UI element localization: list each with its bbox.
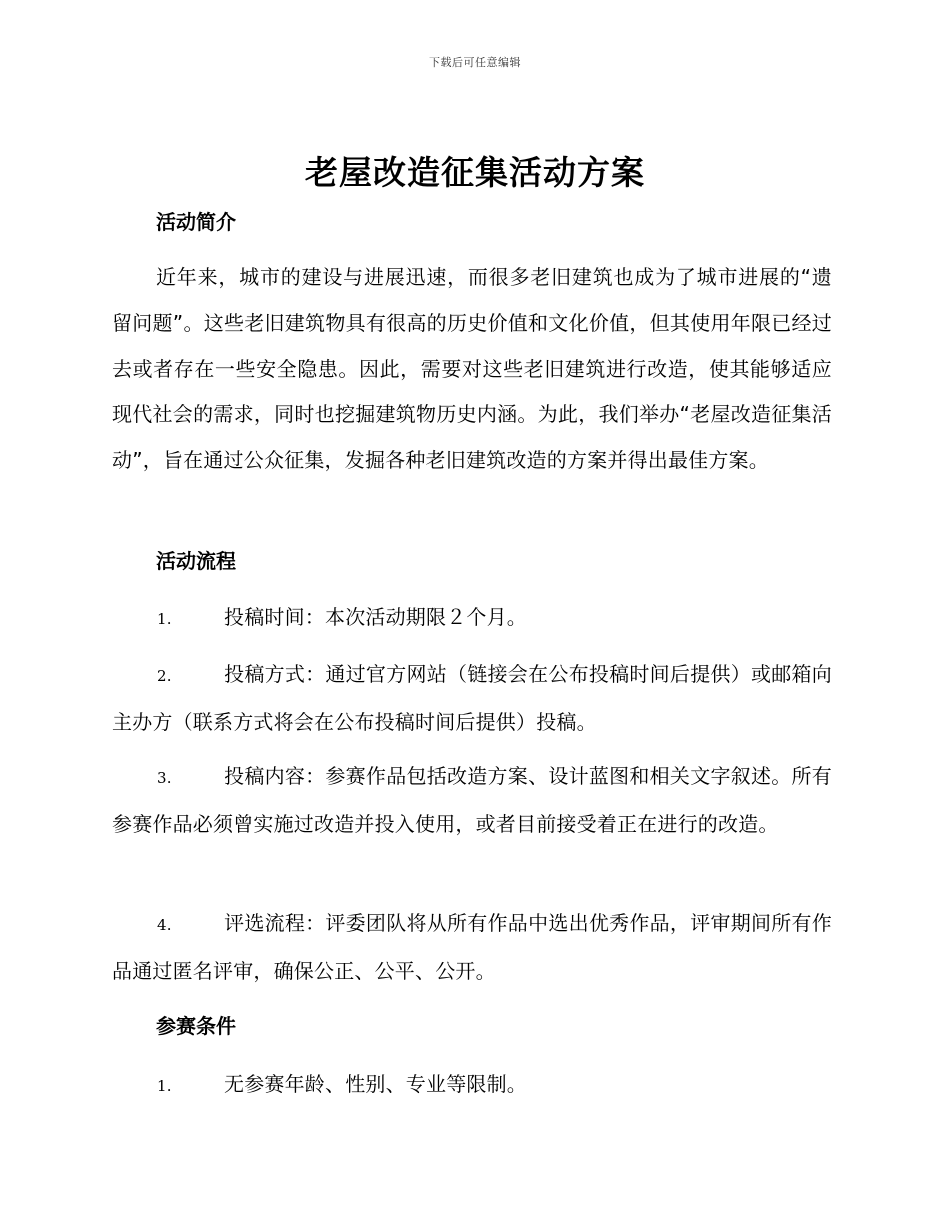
list-item-text: 投稿内容：参赛作品包括改造方案、设计蓝图和相关文字叙述。所有参赛作品必须曾实施过改造并投入使用，或者目前接受着正在进行的改造。 (112, 764, 832, 836)
list-item-text: 评选流程：评委团队将从所有作品中选出优秀作品，评审期间所有作品通过匿名评审，确保公正、公平、公开。 (112, 911, 832, 983)
list-item-text: 投稿时间：本次活动期限２个月。 (224, 605, 527, 629)
section-heading-eligibility: 参赛条件 (156, 1014, 236, 1038)
list-item (112, 1062, 832, 1110)
list-item-number: 4. (157, 916, 172, 934)
list-item (112, 595, 832, 643)
list-item-text: 投稿方式：通过官方网站（链接会在公布投稿时间后提供）或邮箱向主办方（联系方式将会在公布投稿时间后提供）投稿。 (112, 662, 832, 734)
list-item (112, 652, 832, 746)
list-item (112, 901, 832, 995)
section-heading-process: 活动流程 (156, 549, 236, 573)
list-item-number: 2. (157, 667, 172, 685)
section-heading-intro: 活动简介 (156, 210, 236, 234)
intro-paragraph: 近年来，城市的建设与进展迅速，而很多老旧建筑也成为了城市进展的“遗留问题”。这些老旧建筑物具有很高的历史价值和文化价值，但其使用年限已经过去或者存在一些安全隐患。因此，需要对这些老旧建筑进行改造，使其能够适应现代社会的需求，同时也挖掘建筑物历史内涵。为此，我们举办“老屋改造征集活动”，旨在通过公众征集，发掘各种老旧建筑改造的方案并得出最佳方案。 (112, 265, 832, 473)
list-item-number: 1. (157, 610, 172, 628)
list-item-number: 3. (157, 769, 172, 787)
header-note: 下载后可任意编辑 (429, 56, 521, 69)
list-item-number: 1. (157, 1077, 172, 1095)
document-title: 老屋改造征集活动方案 (305, 153, 645, 192)
list-item-text: 无参赛年龄、性别、专业等限制。 (224, 1072, 527, 1096)
list-item (112, 754, 832, 848)
